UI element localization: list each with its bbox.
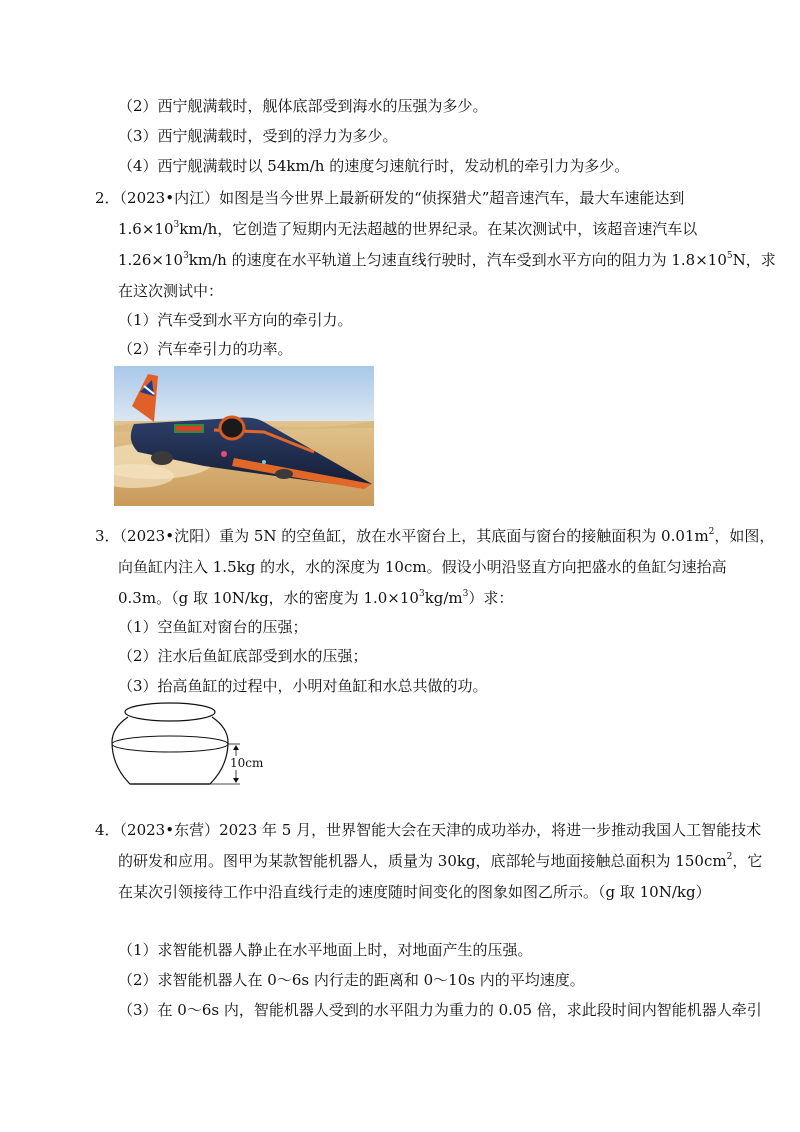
q2-line2: $1.6\times 10^3km/h$，它创造了短期内无法超越的世界纪录。在某次测试中，该超音速汽车以 — [118, 220, 698, 238]
question-number: 3． — [95, 527, 120, 545]
q3-line1: 3．（2023•沈阳）重为 5N 的空鱼缸，放在水平窗台上，其底面与窗台的接触面积为 $0.01m^2$，如图， — [95, 527, 775, 545]
question-number: 4． — [95, 821, 120, 839]
q2-line1: 2．（2023•内江）如图是当今世界上最新研发的“侦探猎犬”超音速汽车，最大车速能达到 — [95, 189, 685, 207]
q3-sub1: （1）空鱼缸对窗台的压强； — [118, 618, 308, 636]
fish-bowl-diagram — [108, 700, 278, 790]
q3-sub2: （2）注水后鱼缸底部受到水的压强； — [118, 647, 368, 665]
q4-sub2: （2）求智能机器人在 0～6s 内行走的距离和 0～10s 内的平均速度。 — [118, 971, 585, 989]
q4-line3: 在某次引领接待工作中沿直线行走的速度随时间变化的图象如图乙所示。（g 取 10N/kg） — [118, 883, 711, 901]
q4-line2: 的研发和应用。图甲为某款智能机器人，质量为 30kg，底部轮与地面接触总面积为 $150cm^2$，它 — [118, 852, 763, 870]
q4-sub3: （3）在 0～6s 内，智能机器人受到的水平阻力为重力的 0.05 倍，求此段时间内智能机器人牵引 — [118, 1001, 762, 1019]
q2-line3: $1.26\times 10^3km/h$ 的速度在水平轨道上匀速直线行驶时，汽车受到水平方向的阻力为 $1.8\times 10^5N$，求 — [118, 251, 776, 269]
q4-sub1: （1）求智能机器人静止在水平地面上时，对地面产生的压强。 — [118, 941, 533, 959]
q1-sub2: （2）西宁舰满载时，舰体底部受到海水的压强为多少。 — [118, 97, 488, 115]
depth-label: 10cm — [230, 756, 264, 770]
q1-sub4: （4）西宁舰满载时以 54km/h 的速度匀速航行时，发动机的牵引力为多少。 — [118, 157, 630, 175]
q1-sub3: （3）西宁舰满载时，受到的浮力为多少。 — [118, 127, 398, 145]
supersonic-car-photo — [114, 366, 374, 506]
q3-sub3: （3）抬高鱼缸的过程中，小明对鱼缸和水总共做的功。 — [118, 677, 488, 695]
q2-line4: 在这次测试中： — [118, 282, 224, 300]
question-number: 2． — [95, 189, 120, 207]
q2-sub2: （2）汽车牵引力的功率。 — [118, 340, 293, 358]
q4-line1: 4．（2023•东营）2023 年 5 月，世界智能大会在天津的成功举办，将进一步推动我国人工智能技术 — [95, 821, 762, 839]
q2-sub1: （1）汽车受到水平方向的牵引力。 — [118, 311, 353, 329]
q3-line2: 向鱼缸内注入 1.5kg 的水，水的深度为 10cm。假设小明沿竖直方向把盛水的鱼缸匀速抬高 — [118, 558, 727, 576]
q3-line3: 0.3m。（g 取 10N/kg，水的密度为 $1.0\times 10^3kg/m^3$）求： — [118, 589, 514, 607]
